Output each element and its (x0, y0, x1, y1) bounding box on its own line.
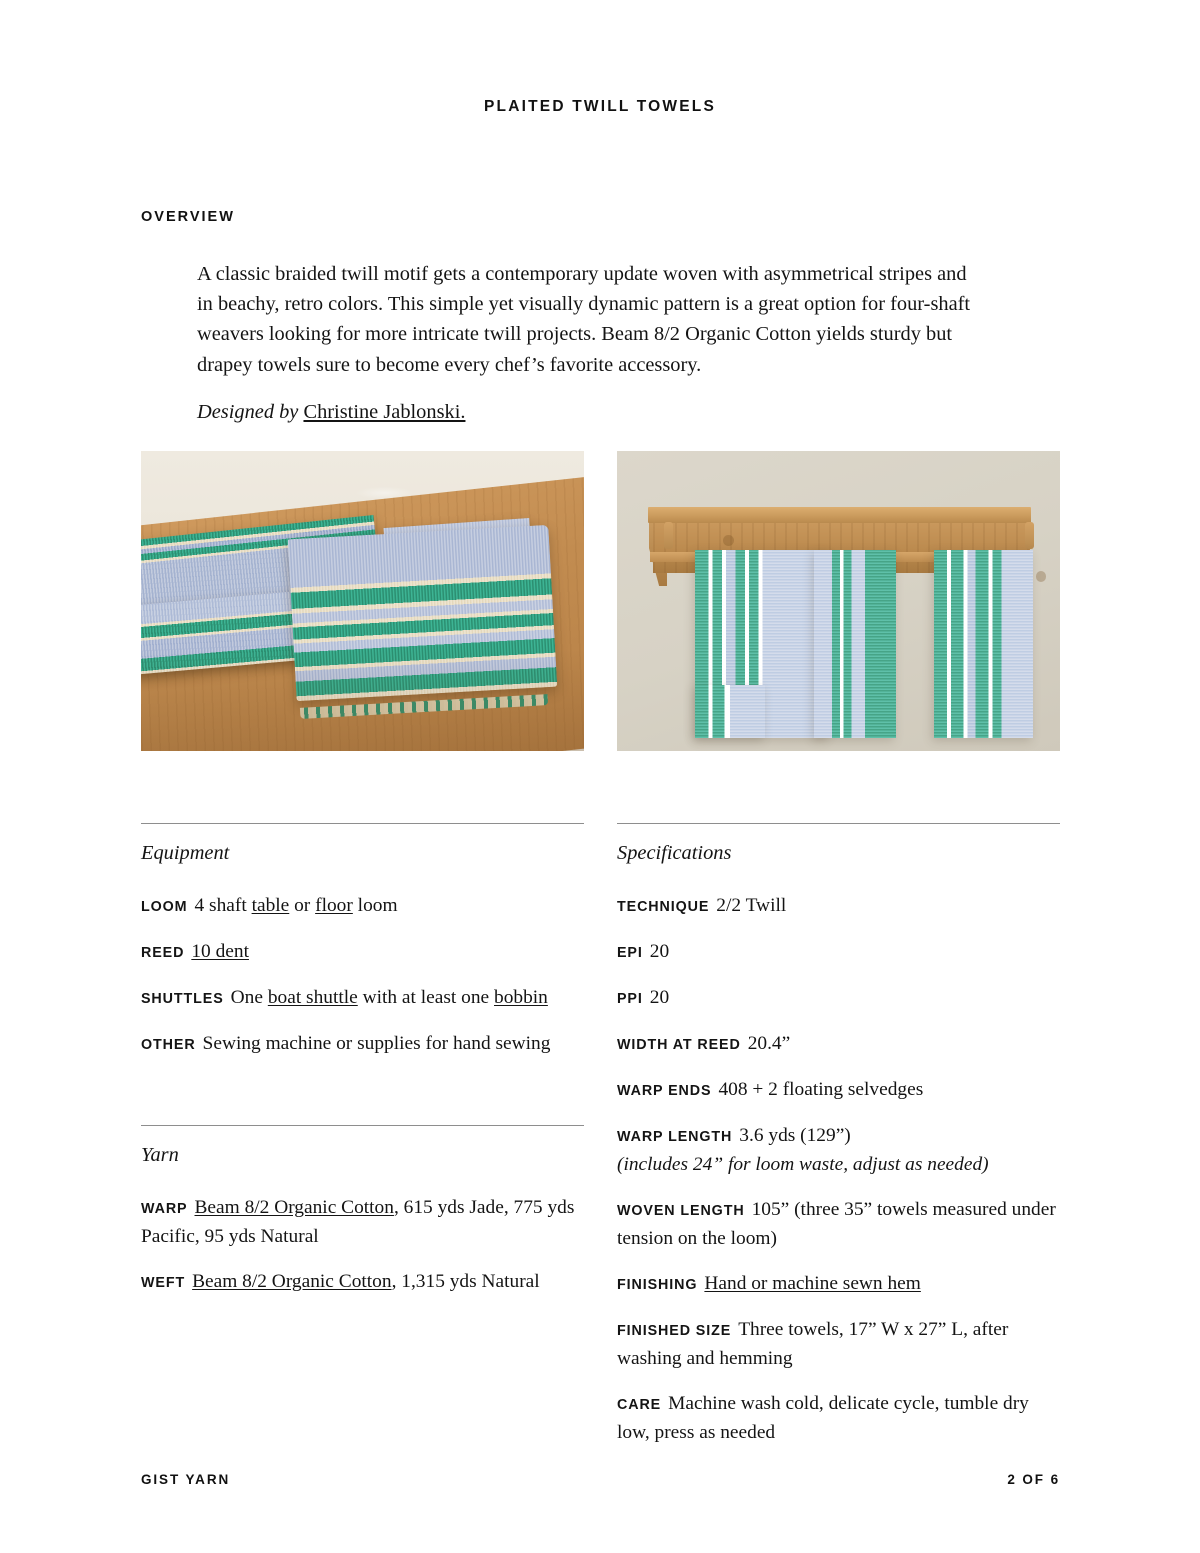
page-footer (141, 1472, 1060, 1487)
value-text: loom (352, 895, 398, 916)
hanging-towel-c (934, 550, 1034, 738)
spec-label: CARE (617, 1397, 662, 1413)
bobbin-link[interactable]: bobbin (494, 987, 548, 1008)
spec-row-warp (141, 1194, 584, 1251)
designer-credit (197, 397, 987, 427)
spec-label: WARP ENDS (617, 1083, 712, 1099)
spec-label: OTHER (141, 1037, 196, 1053)
shelf-knot (723, 535, 734, 546)
spec-label: WARP (141, 1201, 188, 1217)
peg-left (664, 522, 673, 549)
spec-value (141, 1197, 574, 1247)
spec-label: SHUTTLES (141, 991, 224, 1007)
overview-heading: OVERVIEW (141, 209, 235, 225)
spec-value: Sewing machine or supplies for hand sewing (202, 1033, 551, 1054)
boat-shuttle-link[interactable]: boat shuttle (267, 987, 358, 1008)
spec-row-finishing (617, 1270, 1060, 1299)
spec-row-other (141, 1030, 584, 1059)
warp-yarn-link[interactable]: Beam 8/2 Organic Cotton (194, 1197, 394, 1218)
yarn-list (141, 1194, 584, 1297)
equipment-divider (141, 823, 584, 824)
spec-value: 20.4” (747, 1033, 791, 1054)
warp-length-note: (includes 24” for loom waste, adjust as needed) (617, 1154, 989, 1175)
footer-page-number: 2 OF 6 (1007, 1472, 1060, 1487)
spec-row-epi (617, 938, 1060, 967)
shelf-knot-right (1036, 571, 1047, 582)
spec-value (231, 987, 548, 1008)
yarn-divider (141, 1125, 584, 1126)
spec-value: 105” (three 35” towels measured under tension on the loom) (617, 1199, 1056, 1249)
value-text: with at least one (357, 987, 495, 1008)
weft-yarn-link[interactable]: Beam 8/2 Organic Cotton (192, 1271, 392, 1292)
spec-row-loom (141, 892, 584, 921)
yarn-title: Yarn (141, 1144, 179, 1166)
spec-label: WOVEN LENGTH (617, 1203, 745, 1219)
spec-value (194, 895, 397, 916)
table-loom-link[interactable]: table (251, 895, 290, 916)
table-shadow (141, 649, 584, 751)
value-text: One (230, 987, 268, 1008)
spec-value: Machine wash cold, delicate cycle, tumble dry low, press as needed (617, 1393, 1029, 1443)
spec-label: LOOM (141, 899, 188, 915)
spec-label: WEFT (141, 1275, 186, 1291)
reed-link[interactable]: 10 dent (191, 941, 249, 962)
spec-value (704, 1273, 920, 1294)
designer-link[interactable]: Christine Jablonski. (303, 400, 466, 423)
spec-value: Three towels, 17” W x 27” L, after washing and hemming (617, 1319, 1009, 1369)
hanging-towel-b (814, 550, 896, 738)
equipment-section (141, 823, 584, 1059)
equipment-list (141, 892, 584, 1059)
specifications-list (617, 892, 1060, 1447)
spec-value: 3.6 yds (129”) (739, 1125, 851, 1146)
spec-value: 20 (649, 941, 670, 962)
peg-right (1025, 522, 1034, 549)
value-text: or (289, 895, 316, 916)
spec-label: WIDTH AT REED (617, 1037, 741, 1053)
spec-row-weft (141, 1268, 584, 1297)
overview-body (197, 259, 987, 427)
spec-row-ppi (617, 984, 1060, 1013)
spec-label: TECHNIQUE (617, 899, 710, 915)
specifications-section (617, 823, 1060, 1447)
hanging-towel-a-underlayer (695, 685, 766, 738)
designed-by-label: Designed by (197, 400, 304, 423)
spec-value (191, 941, 249, 962)
spec-row-technique (617, 892, 1060, 921)
spec-value: 20 (649, 987, 670, 1008)
spec-row-warp-ends (617, 1076, 1060, 1105)
value-text: 4 shaft (194, 895, 252, 916)
spec-row-shuttles (141, 984, 584, 1013)
overview-paragraph: A classic braided twill motif gets a contemporary update woven with asymmetrical stripes and in beachy, retro colors. This simple yet visually dynamic pattern is a great option for four-shaft weavers looking for more intricate twill projects. Beam 8/2 Organic Cotton yields sturdy but drapey towels sure to become every chef’s favorite accessory. (197, 263, 971, 376)
spec-row-finished-size (617, 1316, 1060, 1373)
spec-label: EPI (617, 945, 643, 961)
spec-row-woven-length (617, 1196, 1060, 1253)
spec-label: FINISHED SIZE (617, 1323, 732, 1339)
photo-towels-on-peg-rail (617, 451, 1060, 751)
spec-row-warp-length (617, 1122, 1060, 1179)
spec-row-reed (141, 938, 584, 967)
shelf-top-board (648, 507, 1031, 524)
spec-label: FINISHING (617, 1277, 698, 1293)
footer-brand: GIST YARN (141, 1472, 231, 1487)
specifications-title: Specifications (617, 842, 732, 864)
spec-row-width-at-reed (617, 1030, 1060, 1059)
spec-value: 408 + 2 floating selvedges (718, 1079, 924, 1100)
spec-value: 2/2 Twill (716, 895, 787, 916)
floor-loom-link[interactable]: floor (315, 895, 353, 916)
specifications-divider (617, 823, 1060, 824)
page-title: PLAITED TWILL TOWELS (484, 98, 716, 115)
photo-folded-towels-on-table (141, 451, 584, 751)
finishing-link[interactable]: Hand or machine sewn hem (704, 1273, 921, 1294)
yarn-section (141, 1125, 584, 1297)
spec-label: REED (141, 945, 185, 961)
spec-value (192, 1271, 540, 1292)
value-text: , 615 yds Jade, 775 yds Pacific, 95 yds Natural (141, 1197, 575, 1247)
equipment-title: Equipment (141, 842, 230, 864)
spec-label: WARP LENGTH (617, 1129, 733, 1145)
value-text: , 1,315 yds Natural (391, 1271, 540, 1292)
spec-row-care (617, 1390, 1060, 1447)
spec-label: PPI (617, 991, 643, 1007)
